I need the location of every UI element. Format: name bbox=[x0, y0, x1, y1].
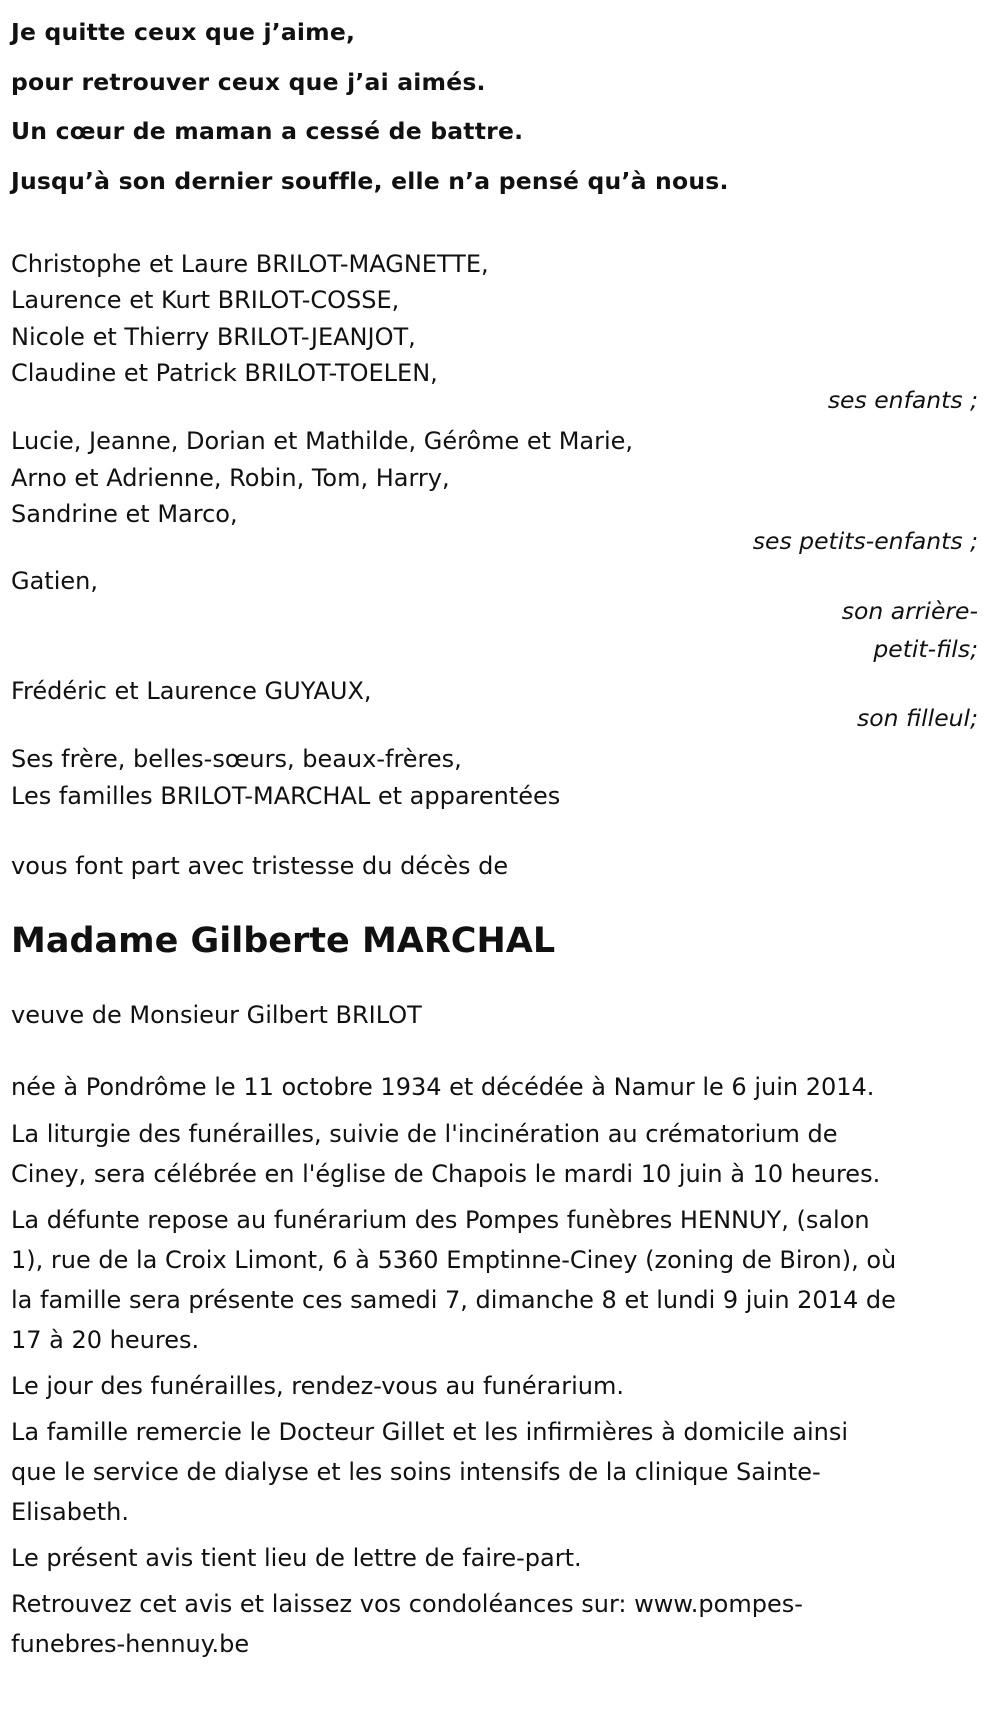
family-member-line: Arno et Adrienne, Robin, Tom, Harry, bbox=[11, 464, 450, 492]
funeral-paragraph bbox=[11, 1114, 989, 1194]
family-member-line: Christophe et Laure BRILOT-MAGNETTE, bbox=[11, 250, 489, 278]
poem-line: Un cœur de maman a cessé de battre. bbox=[11, 117, 524, 145]
family-member-line: Sandrine et Marco, bbox=[11, 500, 238, 528]
announcement: vous font part avec tristesse du décès de bbox=[11, 852, 509, 880]
grandchildren-block bbox=[11, 423, 989, 558]
role-label: ses enfants ; bbox=[827, 386, 978, 414]
family-member-line: Gatien, bbox=[11, 567, 98, 595]
birth-death-line: née à Pondrôme le 11 octobre 1934 et décédée à Namur le 6 juin 2014. bbox=[11, 1073, 875, 1101]
visitation-line: la famille sera présente ces samedi 7, dimanche 8 et lundi 9 juin 2014 de bbox=[11, 1286, 896, 1314]
widow-of: veuve de Monsieur Gilbert BRILOT bbox=[11, 1001, 422, 1029]
thanks-line: Elisabeth. bbox=[11, 1498, 129, 1526]
meeting-line: Le jour des funérailles, rendez-vous au funérarium. bbox=[11, 1372, 624, 1400]
condolences-line: Retrouvez cet avis et laissez vos condoléances sur: www.pompes- bbox=[11, 1590, 803, 1618]
family-member-line: Nicole et Thierry BRILOT-JEANJOT, bbox=[11, 323, 416, 351]
condolences-paragraph bbox=[11, 1584, 989, 1664]
deceased-name: Madame Gilberte MARCHAL bbox=[11, 921, 556, 961]
family-member-line: Frédéric et Laurence GUYAUX, bbox=[11, 677, 372, 705]
poem bbox=[11, 0, 989, 206]
family-block bbox=[11, 741, 989, 815]
great-grandchild-block bbox=[11, 563, 989, 667]
poem-line: Je quitte ceux que j’aime, bbox=[11, 18, 356, 46]
notice-line: Le présent avis tient lieu de lettre de faire-part. bbox=[11, 1544, 582, 1572]
family-member-line: Claudine et Patrick BRILOT-TOELEN, bbox=[11, 359, 438, 387]
family-member-line: Les familles BRILOT-MARCHAL et apparentées bbox=[11, 782, 561, 810]
visitation-line: 1), rue de la Croix Limont, 6 à 5360 Emptinne-Ciney (zoning de Biron), où bbox=[11, 1246, 897, 1274]
family-member-line: Lucie, Jeanne, Dorian et Mathilde, Gérôme et Marie, bbox=[11, 427, 634, 455]
role-label: son arrière- bbox=[841, 597, 978, 625]
visitation-paragraph bbox=[11, 1200, 989, 1360]
role-label: son filleul; bbox=[856, 704, 978, 732]
visitation-line: La défunte repose au funérarium des Pompes funèbres HENNUY, (salon bbox=[11, 1206, 870, 1234]
thanks-line: La famille remercie le Docteur Gillet et les infirmières à domicile ainsi bbox=[11, 1418, 849, 1446]
funeral-line: La liturgie des funérailles, suivie de l'incinération au crématorium de bbox=[11, 1120, 838, 1148]
children-block bbox=[11, 246, 989, 417]
family-member-line: Ses frère, belles-sœurs, beaux-frères, bbox=[11, 745, 462, 773]
godson-block bbox=[11, 673, 989, 735]
poem-line: pour retrouver ceux que j’ai aimés. bbox=[11, 67, 486, 96]
funeral-line: Ciney, sera célébrée en l'église de Chapois le mardi 10 juin à 10 heures. bbox=[11, 1160, 881, 1188]
role-label: ses petits-enfants ; bbox=[752, 527, 978, 555]
family-member-line: Laurence et Kurt BRILOT-COSSE, bbox=[11, 286, 400, 314]
thanks-paragraph bbox=[11, 1412, 989, 1532]
visitation-line: 17 à 20 heures. bbox=[11, 1326, 200, 1354]
poem-line: Jusqu’à son dernier souffle, elle n’a pensé qu’à nous. bbox=[11, 166, 729, 195]
thanks-line: que le service de dialyse et les soins intensifs de la clinique Sainte- bbox=[11, 1458, 821, 1486]
condolences-line: funebres-hennuy.be bbox=[11, 1630, 250, 1658]
role-label: petit-fils; bbox=[873, 635, 978, 663]
